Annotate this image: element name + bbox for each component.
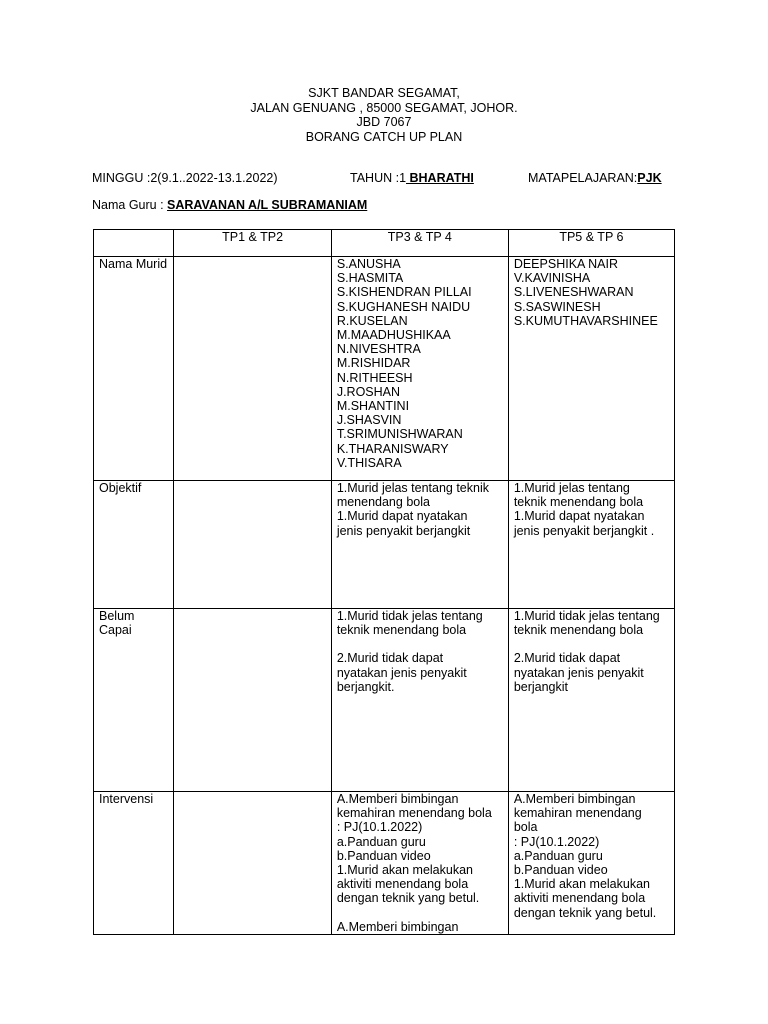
finding-line: teknik menendang bola (513, 623, 644, 638)
row-label (94, 792, 174, 935)
finding-line: 1.Murid tidak jelas tentang (513, 609, 660, 623)
school-address: JALAN GENUANG , 85000 SEGAMAT, JOHOR. (250, 100, 518, 115)
header-cell-tp56: TP5 & TP 6 (508, 230, 674, 257)
school-name: SJKT BANDAR SEGAMAT, (308, 86, 460, 100)
objective-line: jenis penyakit berjangkit . (513, 523, 655, 538)
guru-value: SARAVANAN A/L SUBRAMANIAM (167, 198, 368, 212)
school-code: JBD 7067 (356, 115, 412, 130)
subject-label: MATAPELAJARAN: (528, 171, 638, 185)
finding-line: nyatakan jenis penyakit (336, 665, 467, 680)
student-name: V.KAVINISHA (513, 271, 591, 286)
student-name: V.THISARA (336, 455, 402, 470)
header-cell-empty (94, 230, 174, 257)
objective-line: teknik menendang bola (513, 495, 644, 510)
table-header-row (94, 230, 675, 257)
intervention-line: aktiviti menendang bola (336, 877, 469, 892)
student-name: T.SRIMUNISHWARAN (336, 427, 463, 442)
row-label (94, 609, 174, 792)
row-label-text: Belum (99, 609, 135, 623)
header-cell-tp12: TP1 & TP2 (174, 230, 331, 257)
tahun-field (350, 171, 474, 186)
minggu-text: MINGGU :2(9.1..2022-13.1.2022) (92, 171, 278, 185)
intervention-line: A.Memberi bimbingan (336, 792, 459, 806)
objective-line: menendang bola (336, 495, 430, 510)
objective-line: 1.Murid jelas tentang teknik (336, 481, 489, 495)
finding-line: 1.Murid tidak jelas tentang (336, 609, 483, 623)
cell-tp12 (174, 609, 331, 792)
row-label (94, 257, 174, 481)
cell-tp12 (174, 481, 331, 609)
student-name: S.KISHENDRAN PILLAI (336, 285, 472, 300)
student-name: R.KUSELAN (336, 313, 408, 328)
intervention-line: b.Panduan video (513, 863, 608, 878)
cell-tp56 (508, 481, 674, 609)
row-belum-capai (94, 609, 675, 792)
row-label-text: Capai (99, 623, 132, 638)
intervention-line: kemahiran menendang bola (336, 806, 492, 821)
intervention-line: 1.Murid akan melakukan (513, 877, 650, 892)
row-label-text: Intervensi (99, 792, 154, 806)
finding-line: 2.Murid tidak dapat (513, 651, 621, 666)
cell-tp34 (331, 257, 508, 481)
student-name: S.KUMUTHAVARSHINEE (513, 313, 658, 328)
cell-tp56 (508, 257, 674, 481)
student-name: S.HASMITA (336, 271, 404, 286)
objective-line: 1.Murid dapat nyatakan (513, 509, 645, 524)
row-label-text: Nama Murid (99, 257, 168, 271)
intervention-line: : PJ(10.1.2022) (513, 834, 600, 849)
intervention-line: bola (513, 820, 538, 835)
cell-tp56 (508, 609, 674, 792)
cell-tp12 (174, 792, 331, 935)
student-name: J.ROSHAN (336, 384, 401, 399)
intervention-line: b.Panduan video (336, 848, 431, 863)
finding-line: teknik menendang bola (336, 623, 467, 638)
row-nama-murid (94, 257, 675, 481)
tahun-value: BHARATHI (406, 171, 474, 185)
student-name: DEEPSHIKA NAIR (513, 257, 619, 271)
objective-line: jenis penyakit berjangkit (336, 523, 471, 538)
student-name: N.NIVESHTRA (336, 342, 421, 357)
cell-tp34 (331, 481, 508, 609)
row-label-text: Objektif (99, 481, 142, 495)
subject-value: PJK (637, 171, 662, 185)
document-header (0, 86, 768, 144)
finding-line: nyatakan jenis penyakit (513, 665, 644, 680)
student-name: M.SHANTINI (336, 399, 410, 414)
student-name: S.LIVENESHWARAN (513, 285, 634, 300)
student-name: N.RITHEESH (336, 370, 413, 385)
catch-up-plan-table (93, 229, 675, 935)
row-intervensi (94, 792, 675, 935)
objective-line: 1.Murid dapat nyatakan (336, 509, 468, 524)
intervention-line: A.Memberi bimbingan (336, 919, 459, 934)
student-name: S.ANUSHA (336, 257, 401, 271)
finding-line: berjangkit. (336, 679, 395, 694)
cell-tp12 (174, 257, 331, 481)
intervention-line: a.Panduan guru (513, 848, 603, 863)
cell-tp34 (331, 609, 508, 792)
intervention-line: a.Panduan guru (336, 834, 426, 849)
intervention-line: kemahiran menendang (513, 806, 642, 821)
tahun-label: TAHUN :1 (350, 171, 407, 185)
subject-field (528, 171, 662, 186)
finding-line: berjangkit (513, 679, 569, 694)
intervention-line: dengan teknik yang betul. (513, 905, 657, 920)
cell-tp56 (508, 792, 674, 935)
student-name: S.SASWINESH (513, 299, 601, 314)
student-name: S.KUGHANESH NAIDU (336, 299, 471, 314)
form-title: BORANG CATCH UP PLAN (305, 129, 463, 144)
student-name: K.THARANISWARY (336, 441, 449, 456)
row-objektif (94, 481, 675, 609)
intervention-line: 1.Murid akan melakukan (336, 863, 473, 878)
student-name: J.SHASVIN (336, 413, 402, 428)
guru-line (92, 198, 367, 212)
cell-tp34 (331, 792, 508, 935)
intervention-line: aktiviti menendang bola (513, 891, 646, 906)
student-name: M.MAADHUSHIKAA (336, 328, 451, 343)
intervention-line: dengan teknik yang betul. (336, 891, 480, 906)
student-name: M.RISHIDAR (336, 356, 411, 371)
guru-label: Nama Guru : (92, 198, 168, 212)
finding-line: 2.Murid tidak dapat (336, 651, 444, 666)
intervention-line: A.Memberi bimbingan (513, 792, 636, 806)
header-cell-tp34: TP3 & TP 4 (331, 230, 508, 257)
intervention-line: : PJ(10.1.2022) (336, 820, 423, 835)
objective-line: 1.Murid jelas tentang (513, 481, 630, 495)
row-label (94, 481, 174, 609)
